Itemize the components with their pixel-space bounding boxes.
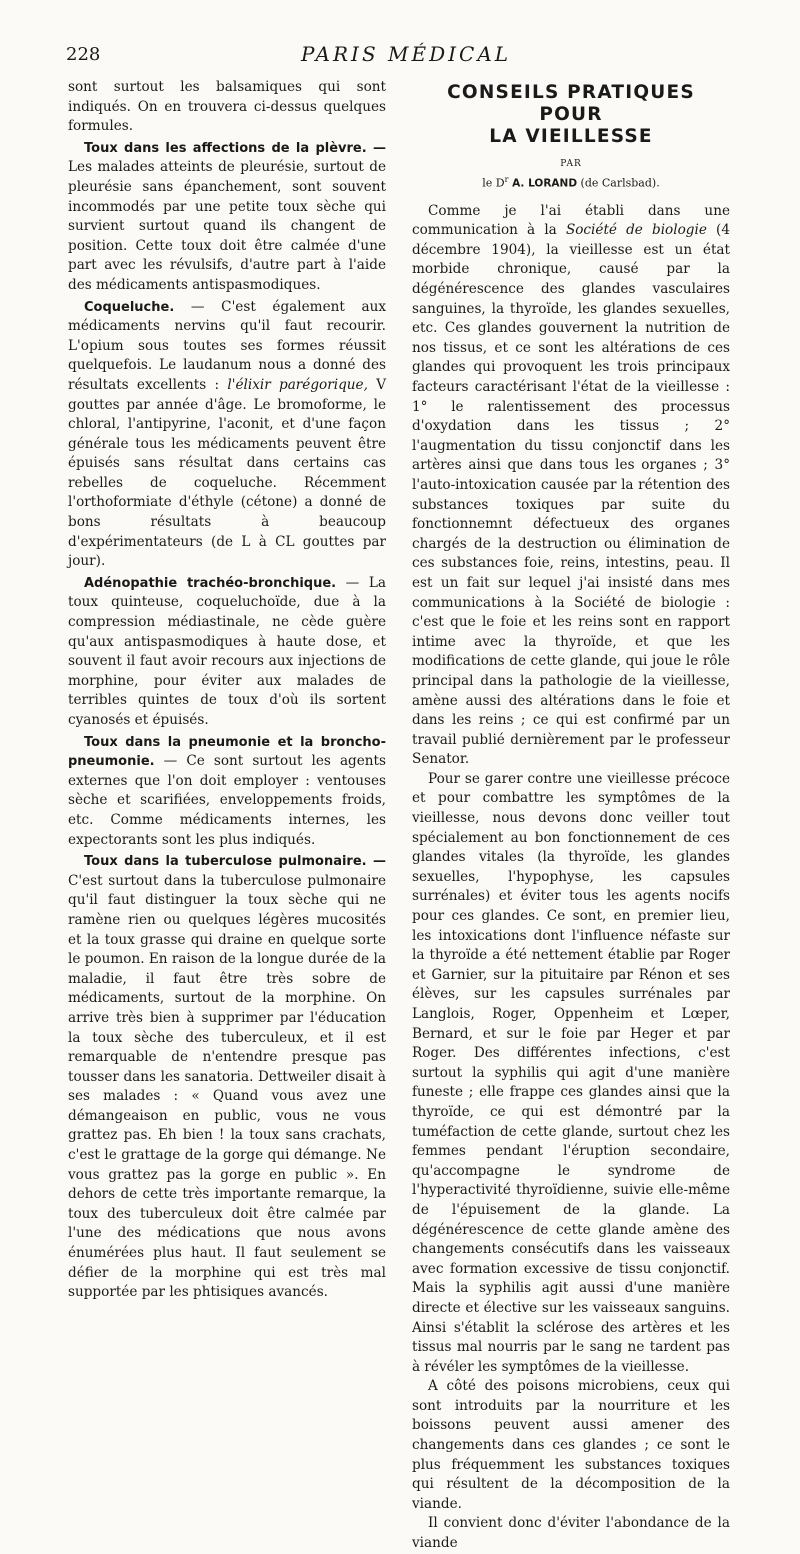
page-header	[66, 42, 746, 76]
byline-par: PAR	[560, 159, 582, 169]
section-text: Les malades atteints de pleurésie, surtout de pleurésie sans épanchement, sont souvent incommodés par une petite toux sèche qui survient surtout quand ils changent de position. Cette toux doit être calmée d'une part avec les révulsifs, d'autre part à l'aide des médicaments antispasmodiques.	[68, 159, 386, 293]
section-pleurisy	[68, 139, 386, 296]
section-heading: Toux dans la pneumonie et la broncho-pneumonie.	[68, 734, 386, 770]
author-superscript: r	[504, 175, 509, 184]
author-prefix: le D	[482, 176, 505, 190]
left-column	[68, 78, 386, 1303]
journal-title: PARIS MÉDICAL	[300, 42, 512, 66]
article-title	[412, 82, 730, 148]
section-heading: Toux dans la tuberculose pulmonaire. —	[84, 854, 386, 870]
section-heading: Toux dans les affections de la plèvre. —	[84, 140, 386, 156]
section-whooping-cough	[68, 298, 386, 572]
section-heading: Coqueluche.	[84, 299, 175, 315]
paragraph-text: Comme je l'ai établi dans une communication à la	[412, 202, 730, 239]
page-number: 228	[66, 44, 101, 65]
section-adenopathy	[68, 574, 386, 731]
article-paragraph: A côté des poisons microbiens, ceux qui sont introduits par la nourriture et les boissons peuvent aussi amener des changements dans ces glandes ; ce sont le plus fréquemment les substances toxiques qui résultent de la décomposition de la viande.	[412, 1378, 730, 1512]
section-text: — La toux quinteuse, coqueluchoïde, due à la compression médiastinale, ne cède guère qu'aux antispasmodiques à haute dose, et souvent il faut avoir recours aux injections de morphine, pour éviter aux malades de terribles quintes de toux d'où ils sortent cyanosés et épuisés.	[68, 574, 386, 728]
author-name: A. LORAND	[508, 177, 578, 190]
left-paragraph-continued: sont surtout les balsamiques qui sont indiqués. On en trouvera ci-dessus quelques formules.	[68, 79, 386, 135]
article-paragraph: Pour se garer contre une vieillesse précoce et pour combattre les symptômes de la vieillesse, nous devons donc veiller tout spécialement au bon fonctionnement de ces glandes vitales (la thyroïde, les glandes sexuelles, l'hypophyse, les capsules surrénales) et éviter tous les agents nocifs pour ces glandes. Ce sont, en premier lieu, les intoxications dont l'influence néfaste sur la thyroïde a été nettement établie par Roger et Garnier, sur la pituitaire par Rénon et ses élèves, sur les capsules surrénales par Langlois, Roger, Oppenheim et Lœper, Bernard, et sur le foie par Heger et par Roger. Des différentes infections, c'est surtout la syphilis qui agit d'une manière funeste ; elle frappe ces glandes ainsi que la thyroïde, ce qui est démontré par la tuméfaction de cette glande, surtout chez les femmes pendant l'éruption secondaire, qu'accompagne le syndrome de l'hyperactivité thyroïdienne, suivie elle-même de l'épuisement de la glande. La dégénérescence de cette glande amène des changements consécutifs dans les vaisseaux avec formation excessive de tissu conjonctif. Mais la syphilis agit aussi d'une manière directe et élective sur les vaisseaux sanguins. Ainsi s'établit la sclérose des artères et les tissus mal nourris par le sang ne tardent pas à révéler les symptômes de la vieillesse.	[412, 770, 730, 1375]
section-text: V gouttes par année d'âge. Le bromoforme, le chloral, l'antipyrine, l'aconit, et d'une façon générale tous les médicaments peuvent être épuisés sans résultat dans certains cas rebelles de coqueluche. Récemment l'orthoformiate d'éthyle (cétone) a donné de bons résultats à beaucoup d'expérimentateurs (de L à CL gouttes par jour).	[68, 376, 387, 570]
author-line	[412, 172, 730, 192]
section-text: — C'est également aux médicaments nervins qu'il faut recourir. L'opium sous toutes ses formes réussit quelquefois. Le laudanum nous a donné des résultats excellents :	[68, 298, 386, 393]
article-title-line: CONSEILS PRATIQUES POUR	[447, 82, 695, 125]
section-heading: Adénopathie trachéo-bronchique.	[84, 575, 337, 591]
author-affiliation: (de Carlsbad).	[577, 176, 660, 190]
paragraph-text: (4 décembre 1904), la vieillesse est un état morbide chronique, causé par la dégénérescence des glandes vasculaires sanguines, la thyroïde, les glandes sexuelles, etc. Ces glandes gouvernent la nutrition de nos tissus, et ce sont les altérations de ces glandes qui provoquent les trois principaux facteurs caractérisant l'état de la vieillesse : 1° le ralentissement des processus d'oxydation dans les tissus ; 2° l'augmentation du tissu conjonctif dans les artères ainsi que dans tous les organes ; 3° l'auto-intoxication causée par la rétention des substances toxiques par suite du fonctionnemnt défectueux des organes chargés de la destruction ou élimination de ces substances foie, reins, intestins, peau. Il est un fait sur lequel j'ai insisté dans mes communications à la Société de biologie : c'est que le foie et les reins sont en rapport intime avec la thyroïde, et que les modifications de cette glande, qui joue le rôle principal dans la pathologie de la vieillesse, amène aussi des altérations dans le foie et dans les reins ; ce qui est confirmé par un travail publié dernièrement par le professeur Senator.	[412, 222, 730, 768]
italic-term: Société de biologie	[565, 222, 707, 239]
section-text: — Ce sont surtout les agents externes que l'on doit employer : ventouses sèche et scarifiées, enveloppements froids, etc. Comme médicaments internes, les expectorants sont les plus indiqués.	[68, 753, 386, 848]
article-paragraph: Il convient donc d'éviter l'abondance de la viande	[412, 1515, 730, 1552]
article-title-line: LA VIEILLESSE	[489, 126, 653, 147]
section-text: C'est surtout dans la tuberculose pulmonaire qu'il faut distinguer la toux sèche qui ne ramène rien ou quelques légères mucosités et la toux grasse qui draine en quelque sorte le poumon. En raison de la longue durée de la maladie, il faut être très sobre de médicaments, surtout de la morphine. On arrive très bien à supprimer par l'éducation la toux sèche des tuberculeux, et il est remarquable de n'entendre presque pas tousser dans les sanatoria. Dettweiler disait à ses malades : « Quand vous avez une démangeaison en public, vous ne vous grattez pas. Eh bien ! la toux sans crachats, c'est le grattage de la gorge qui démange. Ne vous grattez pas la gorge en public ». En dehors de cette très importante remarque, la toux des tuberculeux doit être calmée par l'une des médications que nous avons énumérées plus haut. Il faut seulement se défier de la morphine qui est très mal supportée par les phtisiques avancés.	[68, 872, 386, 1301]
article-paragraph	[412, 202, 730, 770]
section-tuberculosis	[68, 852, 386, 1303]
right-column	[412, 78, 730, 1554]
section-pneumonia	[68, 733, 386, 851]
italic-term: l'élixir parégorique,	[227, 376, 368, 393]
